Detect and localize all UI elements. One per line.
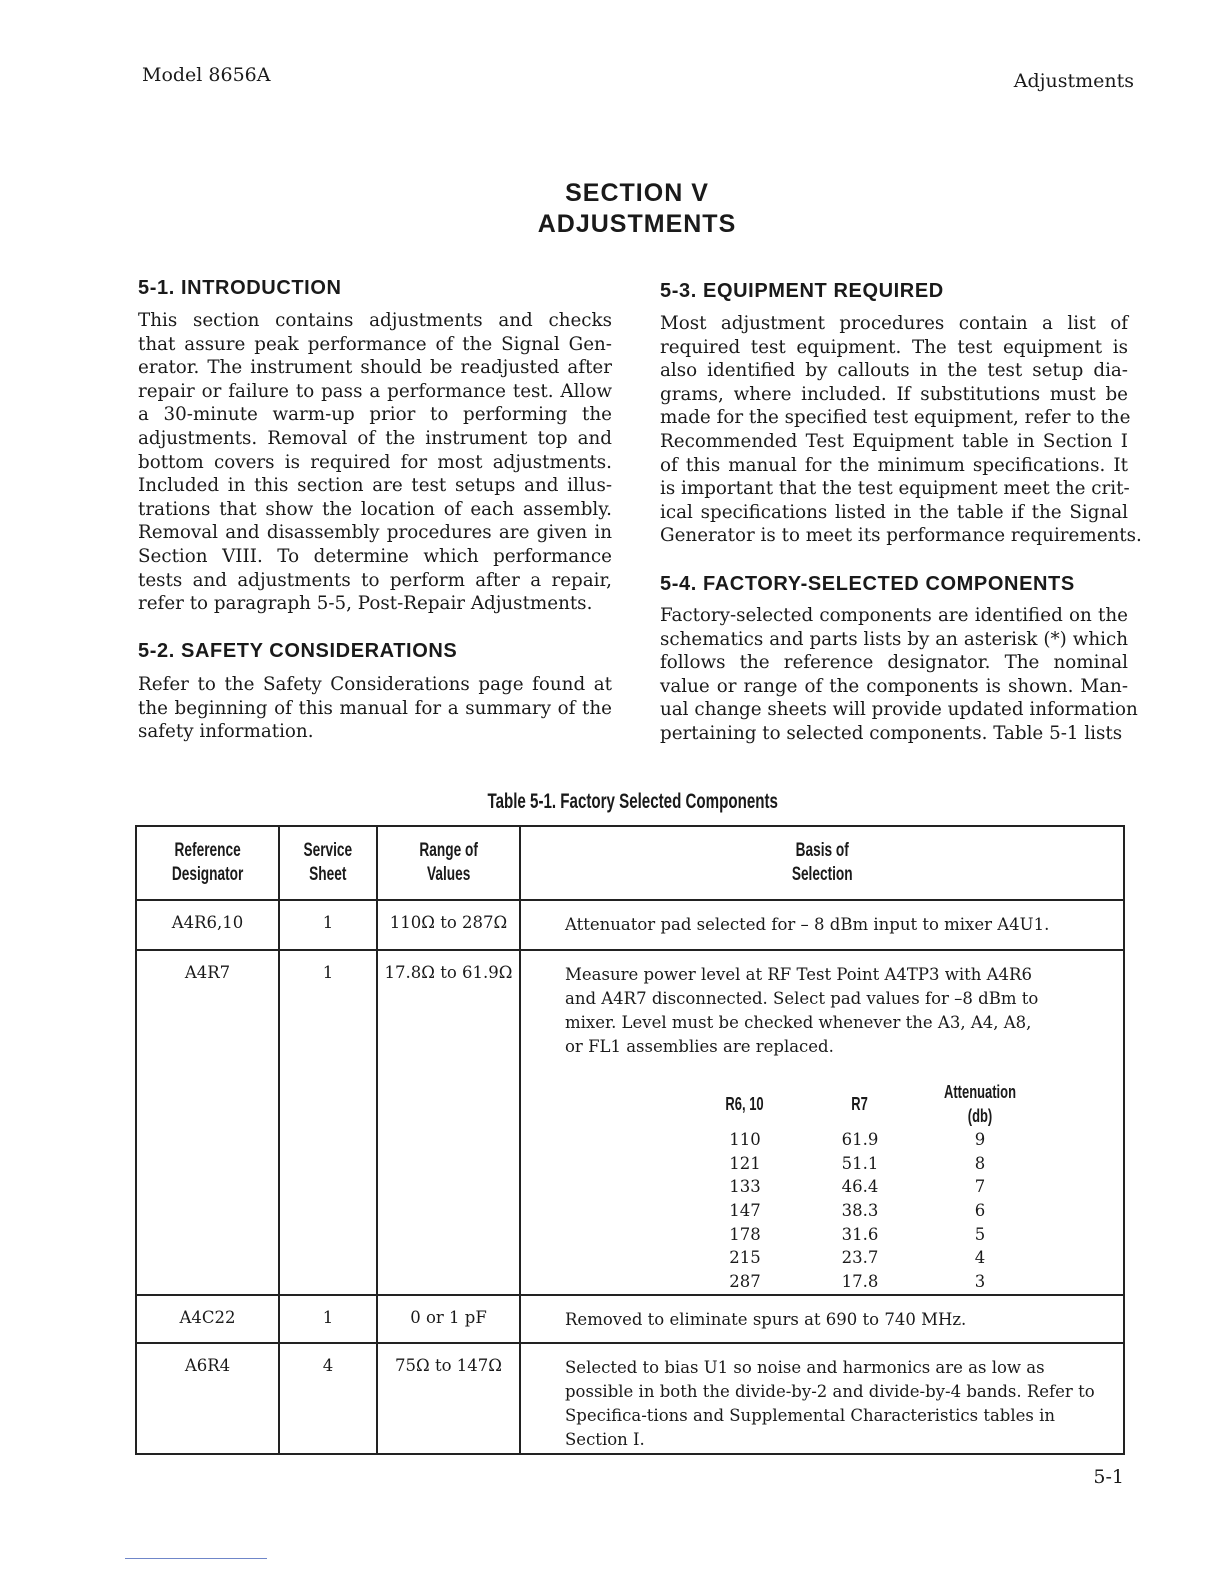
text-line: a 30-minute warm-up prior to performing the xyxy=(138,404,612,426)
heading-factory: 5-4. FACTORY-SELECTED COMPONENTS xyxy=(660,573,1075,595)
subtable-row xyxy=(685,1128,1045,1152)
sub-col-r610: R6, 10 xyxy=(725,1093,765,1114)
sub-col-r7: R7 xyxy=(851,1093,869,1114)
subtable-row xyxy=(685,1246,1045,1270)
title-line2: ADJUSTMENTS xyxy=(537,210,737,238)
text-line: erator. The instrument should be readjusted after xyxy=(138,357,612,379)
header-model: Model 8656A xyxy=(142,64,271,86)
subtable-cell: 51.1 xyxy=(841,1153,879,1173)
text-line: follows the reference designator. The nominal xyxy=(660,652,1128,674)
text-line: of this manual for the minimum specifications. It xyxy=(660,454,1128,476)
table-row xyxy=(136,950,1124,1295)
subtable-cell: 5 xyxy=(974,1224,986,1244)
text-line: ical specifications listed in the table if the Signal xyxy=(660,501,1128,523)
text-line: Removal and disassembly procedures are given in xyxy=(138,522,612,544)
cell-ref: A4R6,10 xyxy=(136,900,279,950)
title-line1: SECTION V xyxy=(565,179,709,207)
cell-sheet: 1 xyxy=(279,1295,377,1343)
text-line: also identified by callouts in the test setup dia- xyxy=(660,360,1128,382)
text-line: repair or failure to pass a performance test. Allow xyxy=(138,380,612,402)
text-line: Section VIII. To determine which performance xyxy=(138,545,612,567)
text-line: schematics and parts lists by an asterisk (*) which xyxy=(660,628,1128,650)
cell-basis: Selected to bias U1 so noise and harmonics are as low as possible in both the divide-by-2 and divide-by-4 bands. Refer to Specifica-tions and Supplemental Characteristics tables in Section I. xyxy=(520,1343,1124,1454)
para-equipment xyxy=(660,312,1142,548)
cell-basis: Attenuator pad selected for – 8 dBm input to mixer A4U1. xyxy=(520,900,1124,950)
cell-sheet: 1 xyxy=(279,950,377,1295)
heading-equipment: 5-3. EQUIPMENT REQUIRED xyxy=(660,280,944,302)
text-line: Included in this section are test setups and illus- xyxy=(138,475,612,497)
text-line: This section contains adjustments and checks xyxy=(138,310,612,331)
cell-ref: A6R4 xyxy=(136,1343,279,1454)
page-number: 5-1 xyxy=(1093,1466,1124,1488)
subtable-cell: 46.4 xyxy=(841,1177,879,1197)
basis-text: Measure power level at RF Test Point A4TP3 with A4R6 and A4R7 disconnected. Select pad values for –8 dBm to mixer. Level must be checked whenever the A3, A4, A8, or FL1 assemblies are replaced. xyxy=(565,965,1039,1056)
heading-introduction: 5-1. INTRODUCTION xyxy=(138,277,342,299)
col-range: Range of Values xyxy=(377,826,520,900)
subtable-cell: 9 xyxy=(974,1130,986,1150)
subtable-cell: 7 xyxy=(974,1177,986,1197)
subtable-cell: 23.7 xyxy=(841,1248,879,1268)
text-line: ual change sheets will provide updated information xyxy=(660,699,1138,721)
heading-safety: 5-2. SAFETY CONSIDERATIONS xyxy=(138,640,458,662)
para-factory xyxy=(660,604,1138,746)
subtable-cell: 3 xyxy=(974,1271,986,1291)
text-line: Most adjustment procedures contain a list of xyxy=(660,313,1128,334)
text-line: Refer to the Safety Considerations page found at xyxy=(138,674,612,695)
subtable-cell: 287 xyxy=(729,1271,761,1291)
cell-basis: Removed to eliminate spurs at 690 to 740 MHz. xyxy=(520,1295,1124,1343)
header-section: Adjustments xyxy=(1013,70,1134,92)
cell-range: 110Ω to 287Ω xyxy=(377,900,520,950)
subtable-cell: 147 xyxy=(729,1200,761,1220)
para-introduction xyxy=(138,309,612,616)
text-line: that assure peak performance of the Signal Gen- xyxy=(138,333,612,355)
subtable-row xyxy=(685,1175,1045,1199)
cell-range: 17.8Ω to 61.9Ω xyxy=(377,950,520,1295)
table-header-row xyxy=(136,826,1124,900)
divider xyxy=(125,1558,267,1559)
subtable-row xyxy=(685,1199,1045,1223)
cell-ref: A4C22 xyxy=(136,1295,279,1343)
col-ref: Reference Designator xyxy=(136,826,279,900)
text-line: safety information. xyxy=(138,721,314,743)
subtable-cell: 17.8 xyxy=(841,1271,879,1291)
col-basis: Basis of Selection xyxy=(520,826,1124,900)
sub-col-attenuation: Attenuation (db) xyxy=(944,1082,1016,1126)
text-line: adjustments. Removal of the instrument top and xyxy=(138,427,612,449)
page-title xyxy=(0,178,1224,240)
cell-range: 75Ω to 147Ω xyxy=(377,1343,520,1454)
col-sheet: Service Sheet xyxy=(279,826,377,900)
subtable-row xyxy=(685,1152,1045,1176)
subtable-cell: 110 xyxy=(729,1130,761,1150)
table-caption: Table 5-1. Factory Selected Components xyxy=(487,790,779,813)
text-line: grams, where included. If substitutions must be xyxy=(660,383,1128,405)
table-row xyxy=(136,900,1124,950)
subtable-cell: 121 xyxy=(729,1153,761,1173)
subtable-cell: 38.3 xyxy=(841,1200,879,1220)
subtable-cell: 61.9 xyxy=(841,1130,879,1150)
text-line: Factory-selected components are identified on the xyxy=(660,605,1128,626)
subtable-cell: 6 xyxy=(974,1200,986,1220)
text-line: required test equipment. The test equipment is xyxy=(660,336,1128,358)
subtable-row xyxy=(685,1270,1045,1294)
cell-ref: A4R7 xyxy=(136,950,279,1295)
text-line: the beginning of this manual for a summary of the xyxy=(138,697,612,719)
text-line: refer to paragraph 5-5, Post-Repair Adjustments. xyxy=(138,593,593,615)
para-safety xyxy=(138,673,612,744)
attenuation-subtable xyxy=(685,1081,1045,1293)
text-line: Recommended Test Equipment table in Section I xyxy=(660,430,1128,452)
subtable-cell: 4 xyxy=(974,1248,986,1268)
table-row xyxy=(136,1295,1124,1343)
subtable-cell: 133 xyxy=(729,1177,761,1197)
table-row xyxy=(136,1343,1124,1454)
text-line: tests and adjustments to perform after a repair, xyxy=(138,569,612,591)
cell-basis xyxy=(520,950,1124,1295)
subtable-cell: 31.6 xyxy=(841,1224,879,1244)
text-line: is important that the test equipment meet the crit- xyxy=(660,478,1130,500)
text-line: made for the specified test equipment, refer to the xyxy=(660,407,1131,429)
subtable-cell: 215 xyxy=(729,1248,761,1268)
cell-sheet: 1 xyxy=(279,900,377,950)
cell-range: 0 or 1 pF xyxy=(377,1295,520,1343)
text-line: bottom covers is required for most adjustments. xyxy=(138,451,612,473)
subtable-cell: 8 xyxy=(974,1153,986,1173)
subtable-row xyxy=(685,1223,1045,1247)
subtable-cell: 178 xyxy=(729,1224,761,1244)
cell-sheet: 4 xyxy=(279,1343,377,1454)
text-line: value or range of the components is shown. Man- xyxy=(660,675,1128,697)
text-line: pertaining to selected components. Table 5-1 lists xyxy=(660,722,1123,744)
factory-components-table xyxy=(135,825,1125,1455)
text-line: trations that show the location of each assembly. xyxy=(138,498,612,520)
text-line: Generator is to meet its performance requirements. xyxy=(660,525,1142,547)
